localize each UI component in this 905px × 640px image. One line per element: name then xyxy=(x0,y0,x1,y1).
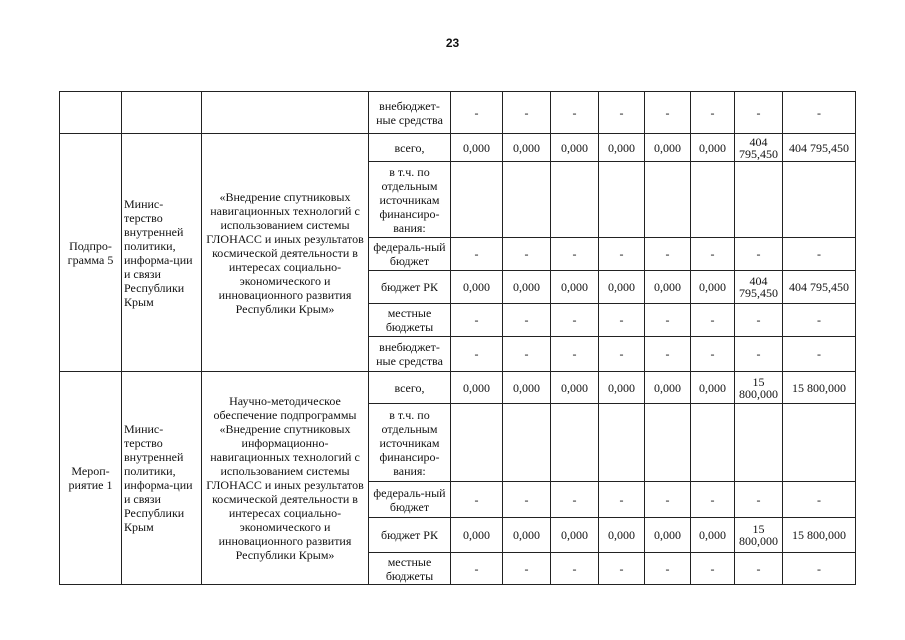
value-cell-6: - xyxy=(735,337,783,372)
value-cell-4: - xyxy=(645,337,691,372)
value-cell-3: 0,000 xyxy=(599,372,645,404)
value-cell-6: - xyxy=(735,238,783,271)
program-name-cell: Подпро-грамма 5 xyxy=(60,134,122,372)
value-cell-5 xyxy=(691,404,735,482)
program-name-cell: Мероп-риятие 1 xyxy=(60,372,122,585)
funding-source-label: внебюджет-ные средства xyxy=(369,92,451,134)
value-cell-2: 0,000 xyxy=(551,518,599,553)
value-cell-6 xyxy=(735,404,783,482)
executor-cell: Минис-терство внутренней политики, информа-ции и связи Республики Крым xyxy=(122,372,202,585)
value-cell-2: 0,000 xyxy=(551,271,599,304)
value-cell-6: 15 800,000 xyxy=(735,518,783,553)
value-cell-0: - xyxy=(451,553,503,585)
value-cell-0: - xyxy=(451,92,503,134)
value-cell-5 xyxy=(691,162,735,238)
value-cell-0: 0,000 xyxy=(451,372,503,404)
value-cell-5: 0,000 xyxy=(691,271,735,304)
funding-source-label: в т.ч. по отдельным источникам финансиро-вания: xyxy=(369,404,451,482)
value-cell-6 xyxy=(735,162,783,238)
value-cell-3: 0,000 xyxy=(599,518,645,553)
value-cell-4: 0,000 xyxy=(645,372,691,404)
funding-source-label: всего, xyxy=(369,134,451,162)
value-cell-2 xyxy=(551,162,599,238)
value-cell-7: 15 800,000 xyxy=(783,372,856,404)
value-cell-7 xyxy=(783,404,856,482)
value-cell-1: 0,000 xyxy=(503,271,551,304)
value-cell-5: - xyxy=(691,304,735,337)
value-cell-2: - xyxy=(551,238,599,271)
value-cell-0 xyxy=(451,162,503,238)
value-cell-0: - xyxy=(451,337,503,372)
table-row xyxy=(60,92,856,134)
budget-table xyxy=(59,91,856,585)
table-row xyxy=(60,372,856,404)
value-cell-1: - xyxy=(503,482,551,518)
value-cell-2: - xyxy=(551,92,599,134)
value-cell-7 xyxy=(783,162,856,238)
description-cell: «Внедрение спутниковых навигационных технологий с использованием системы ГЛОНАСС и иных результатов космической деятельности в интересах социально-экономического и инновационного развития Республики Крым» xyxy=(202,134,369,372)
funding-source-label: в т.ч. по отдельным источникам финансиро-вания: xyxy=(369,162,451,238)
executor-cell: Минис-терство внутренней политики, информа-ции и связи Республики Крым xyxy=(122,134,202,372)
funding-source-label: федераль-ный бюджет xyxy=(369,482,451,518)
value-cell-0: - xyxy=(451,304,503,337)
value-cell-1: - xyxy=(503,304,551,337)
value-cell-6: - xyxy=(735,553,783,585)
value-cell-5: - xyxy=(691,337,735,372)
value-cell-3 xyxy=(599,162,645,238)
funding-source-label: местные бюджеты xyxy=(369,553,451,585)
value-cell-7: - xyxy=(783,482,856,518)
value-cell-4: - xyxy=(645,304,691,337)
value-cell-2 xyxy=(551,404,599,482)
value-cell-4: 0,000 xyxy=(645,271,691,304)
value-cell-1: - xyxy=(503,553,551,585)
value-cell-4: - xyxy=(645,482,691,518)
description-cell: Научно-методическое обеспечение подпрограммы «Внедрение спутниковых информационно-навигационных технологий с использованием системы ГЛОНАСС и иных результатов космической деятельности в интересах социально-экономического и инновационного развития Республики Крым» xyxy=(202,372,369,585)
value-cell-6: 15 800,000 xyxy=(735,372,783,404)
value-cell-4: - xyxy=(645,92,691,134)
value-cell-0: - xyxy=(451,238,503,271)
value-cell-0: 0,000 xyxy=(451,518,503,553)
value-cell-6: - xyxy=(735,482,783,518)
value-cell-4: - xyxy=(645,553,691,585)
value-cell-1: 0,000 xyxy=(503,134,551,162)
page-number: 23 xyxy=(445,36,460,50)
value-cell-4: - xyxy=(645,238,691,271)
value-cell-2: - xyxy=(551,337,599,372)
value-cell-5: - xyxy=(691,238,735,271)
value-cell-5: - xyxy=(691,92,735,134)
value-cell-2: - xyxy=(551,553,599,585)
value-cell-7: - xyxy=(783,92,856,134)
funding-source-label: всего, xyxy=(369,372,451,404)
value-cell-3: 0,000 xyxy=(599,134,645,162)
value-cell-7: 15 800,000 xyxy=(783,518,856,553)
value-cell-7: - xyxy=(783,337,856,372)
value-cell-1: - xyxy=(503,337,551,372)
value-cell-3: - xyxy=(599,304,645,337)
value-cell-3: - xyxy=(599,238,645,271)
value-cell-1 xyxy=(503,404,551,482)
value-cell-4: 0,000 xyxy=(645,518,691,553)
value-cell-3: 0,000 xyxy=(599,271,645,304)
value-cell-6: - xyxy=(735,304,783,337)
value-cell-5: - xyxy=(691,553,735,585)
value-cell-4 xyxy=(645,162,691,238)
funding-source-label: бюджет РК xyxy=(369,518,451,553)
value-cell-5: 0,000 xyxy=(691,518,735,553)
value-cell-0: - xyxy=(451,482,503,518)
empty-program-cell xyxy=(60,92,122,134)
value-cell-2: - xyxy=(551,482,599,518)
value-cell-7: 404 795,450 xyxy=(783,271,856,304)
value-cell-3: - xyxy=(599,553,645,585)
funding-source-label: федераль-ный бюджет xyxy=(369,238,451,271)
value-cell-4 xyxy=(645,404,691,482)
value-cell-5: 0,000 xyxy=(691,372,735,404)
value-cell-7: - xyxy=(783,304,856,337)
value-cell-0: 0,000 xyxy=(451,134,503,162)
table-row xyxy=(60,134,856,162)
value-cell-5: - xyxy=(691,482,735,518)
funding-source-label: бюджет РК xyxy=(369,271,451,304)
value-cell-7: - xyxy=(783,553,856,585)
value-cell-3: - xyxy=(599,92,645,134)
value-cell-2: 0,000 xyxy=(551,134,599,162)
value-cell-6: 404 795,450 xyxy=(735,271,783,304)
value-cell-1: - xyxy=(503,92,551,134)
value-cell-7: 404 795,450 xyxy=(783,134,856,162)
value-cell-1 xyxy=(503,162,551,238)
empty-description-cell xyxy=(202,92,369,134)
value-cell-0 xyxy=(451,404,503,482)
empty-executor-cell xyxy=(122,92,202,134)
funding-source-label: местные бюджеты xyxy=(369,304,451,337)
value-cell-2: - xyxy=(551,304,599,337)
value-cell-4: 0,000 xyxy=(645,134,691,162)
value-cell-6: 404 795,450 xyxy=(735,134,783,162)
value-cell-1: - xyxy=(503,238,551,271)
value-cell-2: 0,000 xyxy=(551,372,599,404)
value-cell-0: 0,000 xyxy=(451,271,503,304)
value-cell-3 xyxy=(599,404,645,482)
funding-source-label: внебюджет-ные средства xyxy=(369,337,451,372)
value-cell-6: - xyxy=(735,92,783,134)
value-cell-3: - xyxy=(599,482,645,518)
value-cell-1: 0,000 xyxy=(503,518,551,553)
value-cell-1: 0,000 xyxy=(503,372,551,404)
value-cell-5: 0,000 xyxy=(691,134,735,162)
value-cell-3: - xyxy=(599,337,645,372)
value-cell-7: - xyxy=(783,238,856,271)
